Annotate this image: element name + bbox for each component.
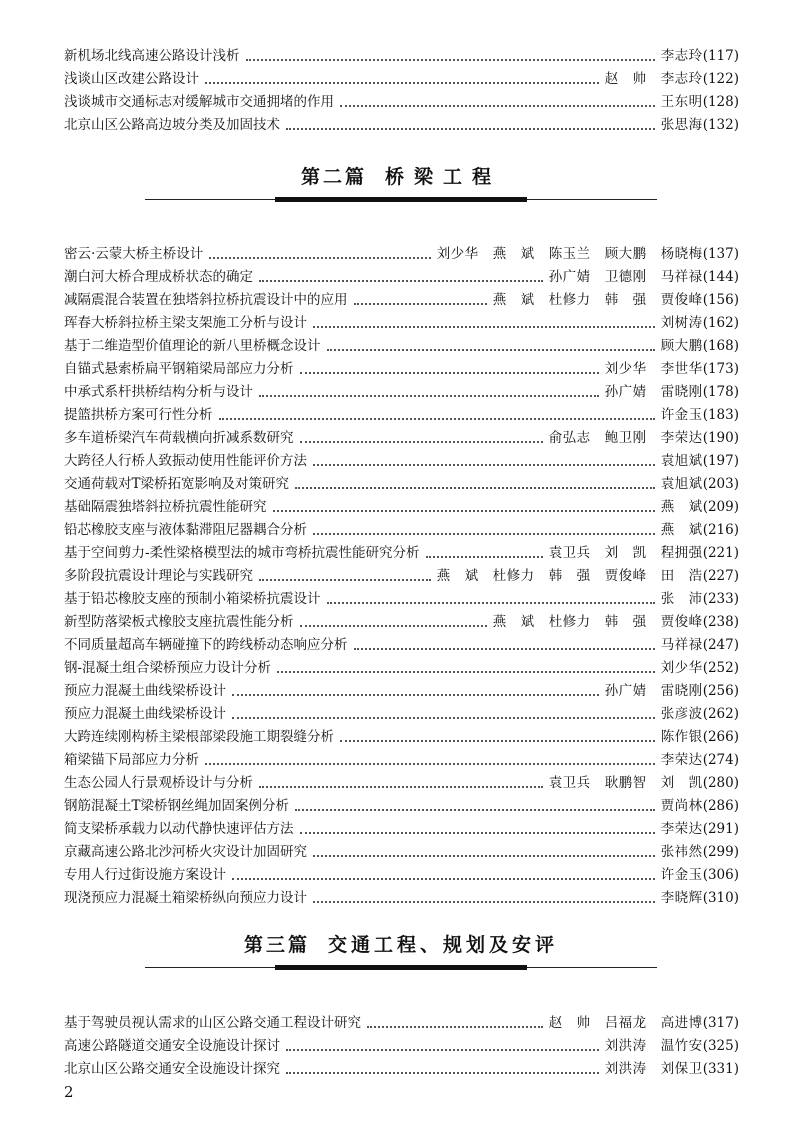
entry-page-ref: (227) [702, 568, 739, 584]
entry-page-ref: (331) [702, 1061, 739, 1077]
dot-leader [295, 809, 655, 811]
entry-authors [661, 404, 703, 427]
entry-authors [661, 114, 703, 137]
entry-author: 张彦波 [660, 706, 703, 722]
part-3-title [145, 930, 657, 960]
dot-leader [313, 326, 655, 328]
entry-page-ref: (197) [702, 453, 739, 469]
entry-page-ref: (137) [702, 246, 739, 262]
entry-author: 燕 斌 [660, 522, 703, 538]
entry-author: 赵 帅 [604, 71, 647, 87]
toc-entry[interactable] [64, 634, 739, 657]
entry-page-ref: (238) [702, 614, 739, 630]
dot-leader [313, 901, 655, 903]
dot-leader [300, 441, 543, 443]
entry-title: 密云·云蒙大桥主桥设计 [64, 246, 204, 262]
entry-authors [661, 588, 703, 611]
entry-authors [549, 1012, 703, 1035]
entry-page-ref: (209) [702, 499, 739, 515]
dot-leader [300, 372, 599, 374]
entry-title: 高速公路隧道交通安全设施设计探讨 [64, 1038, 280, 1054]
entry-author: 陈玉兰 [548, 246, 591, 262]
dot-leader [313, 533, 655, 535]
entry-title: 基于驾驶员视认需求的山区公路交通工程设计研究 [64, 1015, 361, 1031]
entry-page-ref: (132) [702, 117, 739, 133]
entry-author: 陈作银 [660, 729, 703, 745]
toc-entry[interactable] [64, 496, 739, 519]
entry-page-ref: (280) [702, 775, 739, 791]
entry-author: 温竹安 [660, 1038, 703, 1054]
dot-leader [300, 625, 487, 627]
dot-leader [295, 487, 655, 489]
entry-authors [605, 1035, 703, 1058]
entry-author: 李志玲 [660, 71, 703, 87]
toc-entry[interactable] [64, 795, 739, 818]
entry-title: 基于铅芯橡胶支座的预制小箱梁桥抗震设计 [64, 591, 321, 607]
entry-title: 多车道桥梁汽车荷载横向折减系数研究 [64, 430, 294, 446]
toc-entry[interactable] [64, 450, 739, 473]
entry-title: 中承式系杆拱桥结构分析与设计 [64, 384, 253, 400]
entry-page-ref: (144) [702, 269, 739, 285]
entry-authors [493, 611, 703, 634]
entry-author: 燕 斌 [492, 246, 535, 262]
entry-author: 袁旭斌 [660, 453, 703, 469]
page-number: 2 [64, 1083, 74, 1101]
entry-page-ref: (306) [702, 867, 739, 883]
dot-leader [426, 556, 543, 558]
toc-entry[interactable] [64, 1012, 739, 1035]
part-2-number: 第二篇 [300, 166, 367, 188]
dot-leader [286, 1072, 599, 1074]
entry-author: 鲍卫刚 [604, 430, 647, 446]
toc-entry[interactable] [64, 45, 739, 68]
toc-entry[interactable] [64, 565, 739, 588]
dot-leader [259, 280, 543, 282]
entry-author: 刘 凯 [604, 545, 647, 561]
dot-leader [259, 395, 599, 397]
dot-leader [232, 717, 655, 719]
entry-author: 孙广婧 [548, 269, 591, 285]
part-2-name: 桥梁工程 [385, 166, 502, 188]
entry-page-ref: (168) [702, 338, 739, 354]
toc-entry[interactable] [64, 864, 739, 887]
entry-authors [661, 795, 703, 818]
entry-title: 基于空间剪力-柔性梁格模型法的城市弯桥抗震性能研究分析 [64, 545, 420, 561]
part-2-title [145, 162, 657, 192]
toc-entry[interactable] [64, 266, 739, 289]
dot-leader [273, 510, 655, 512]
entry-author: 许金玉 [660, 407, 703, 423]
toc-entry[interactable] [64, 312, 739, 335]
entry-title: 大跨径人行桥人致振动使用性能评价方法 [64, 453, 307, 469]
dot-leader [286, 128, 655, 130]
entry-author: 刘少华 [436, 246, 479, 262]
entry-author: 李世华 [660, 361, 703, 377]
dot-leader [313, 855, 655, 857]
entry-page-ref: (286) [702, 798, 739, 814]
entry-authors [605, 358, 703, 381]
entry-page-ref: (299) [702, 844, 739, 860]
entry-title: 北京山区公路交通安全设施设计探究 [64, 1061, 280, 1077]
entry-authors [549, 542, 703, 565]
toc-entry[interactable] [64, 841, 739, 864]
entry-author: 刘保卫 [660, 1061, 703, 1077]
toc-entry[interactable] [64, 289, 739, 312]
entry-author: 张思海 [660, 117, 703, 133]
part-2-rule [145, 196, 657, 202]
entry-title: 大跨连续刚构桥主梁根部梁段施工期裂缝分析 [64, 729, 334, 745]
dot-leader [205, 82, 599, 84]
entry-author: 燕 斌 [492, 292, 535, 308]
toc-entry[interactable] [64, 887, 739, 910]
toc-entry[interactable] [64, 611, 739, 634]
entry-author: 李志玲 [660, 48, 703, 64]
toc-entry[interactable] [64, 818, 739, 841]
entry-authors [661, 749, 703, 772]
entry-author: 张 沛 [660, 591, 703, 607]
toc-entry[interactable] [64, 749, 739, 772]
entry-authors [549, 772, 703, 795]
entry-page-ref: (173) [702, 361, 739, 377]
entry-page-ref: (162) [702, 315, 739, 331]
entry-page-ref: (291) [702, 821, 739, 837]
entry-authors [661, 818, 703, 841]
dot-leader [205, 763, 655, 765]
entry-title: 新机场北线高速公路设计浅析 [64, 48, 240, 64]
entry-authors [605, 68, 703, 91]
entry-authors [661, 864, 703, 887]
toc-entry[interactable] [64, 114, 739, 137]
entry-author: 燕 斌 [492, 614, 535, 630]
entry-authors [661, 45, 703, 68]
entry-author: 韩 强 [604, 614, 647, 630]
entry-page-ref: (233) [702, 591, 739, 607]
dot-leader [340, 740, 655, 742]
entry-title: 减隔震混合装置在独塔斜拉桥抗震设计中的应用 [64, 292, 348, 308]
entry-author: 雷晓刚 [660, 384, 703, 400]
entry-author: 吕福龙 [604, 1015, 647, 1031]
entry-page-ref: (203) [702, 476, 739, 492]
entry-authors [437, 565, 703, 588]
entry-authors [661, 634, 703, 657]
entry-author: 刘洪涛 [604, 1038, 647, 1054]
entry-title: 基础隔震独塔斜拉桥抗震性能研究 [64, 499, 267, 515]
part-3-rule [145, 964, 657, 970]
entry-author: 刘树涛 [660, 315, 703, 331]
entry-author: 赵 帅 [548, 1015, 591, 1031]
dot-leader [277, 671, 655, 673]
entry-page-ref: (156) [702, 292, 739, 308]
entry-author: 杜修力 [492, 568, 535, 584]
entry-authors [493, 289, 703, 312]
entry-author: 燕 斌 [660, 499, 703, 515]
entry-author: 雷晓刚 [660, 683, 703, 699]
entry-authors [661, 703, 703, 726]
dot-leader [300, 832, 655, 834]
entry-author: 耿鹏智 [604, 775, 647, 791]
entry-title: 交通荷载对T梁桥拓宽影响及对策研究 [64, 476, 290, 492]
entry-page-ref: (221) [702, 545, 739, 561]
entry-author: 李荣达 [660, 752, 703, 768]
entry-authors [605, 680, 703, 703]
entry-title: 专用人行过街设施方案设计 [64, 867, 226, 883]
entry-author: 袁卫兵 [548, 545, 591, 561]
dot-leader [354, 648, 655, 650]
dot-leader [209, 257, 430, 259]
entry-authors [605, 1058, 703, 1081]
dot-leader [367, 1026, 543, 1028]
entry-author: 杜修力 [548, 292, 591, 308]
entry-author: 马祥禄 [660, 637, 703, 653]
entry-page-ref: (183) [702, 407, 739, 423]
entry-page-ref: (274) [702, 752, 739, 768]
entry-author: 贾俊峰 [660, 292, 703, 308]
entry-authors [661, 496, 703, 519]
entry-title: 新型防落梁板式橡胶支座抗震性能分析 [64, 614, 294, 630]
toc-entry[interactable] [64, 1058, 739, 1081]
entry-page-ref: (325) [702, 1038, 739, 1054]
entry-page-ref: (178) [702, 384, 739, 400]
entry-author: 卫德刚 [604, 269, 647, 285]
toc-entry[interactable] [64, 473, 739, 496]
toc-entry[interactable] [64, 703, 739, 726]
toc-section-traffic-engineering [64, 1012, 739, 1081]
toc-entry[interactable] [64, 1035, 739, 1058]
entry-title: 生态公园人行景观桥设计与分析 [64, 775, 253, 791]
entry-title: 提篮拱桥方案可行性分析 [64, 407, 213, 423]
toc-entry[interactable] [64, 772, 739, 795]
dot-leader [259, 786, 543, 788]
entry-authors [661, 726, 703, 749]
entry-author: 刘洪涛 [604, 1061, 647, 1077]
entry-author: 王东明 [660, 94, 703, 110]
dot-leader [327, 349, 655, 351]
entry-page-ref: (262) [702, 706, 739, 722]
dot-leader [232, 878, 655, 880]
entry-title: 潮白河大桥合理成桥状态的确定 [64, 269, 253, 285]
entry-author: 贾俊峰 [604, 568, 647, 584]
entry-page-ref: (317) [702, 1015, 739, 1031]
entry-author: 李晓辉 [660, 890, 703, 906]
entry-author: 张祎然 [660, 844, 703, 860]
entry-title: 简支梁桥承载力以动代静快速评估方法 [64, 821, 294, 837]
toc-entry[interactable] [64, 381, 739, 404]
entry-authors [661, 335, 703, 358]
dot-leader [313, 464, 655, 466]
toc-section-bridge-engineering [64, 243, 739, 910]
toc-section-1-continued [64, 45, 739, 137]
entry-title: 不同质量超高车辆碰撞下的跨线桥动态响应分析 [64, 637, 348, 653]
part-2-header [145, 162, 657, 202]
entry-author: 刘 凯 [660, 775, 703, 791]
entry-page-ref: (122) [702, 71, 739, 87]
entry-author: 李荣达 [660, 430, 703, 446]
entry-title: 预应力混凝土曲线梁桥设计 [64, 683, 226, 699]
toc-entry[interactable] [64, 519, 739, 542]
entry-page-ref: (128) [702, 94, 739, 110]
entry-title: 基于二维造型价值理论的新八里桥概念设计 [64, 338, 321, 354]
entry-page-ref: (190) [702, 430, 739, 446]
entry-author: 贾尚林 [660, 798, 703, 814]
dot-leader [340, 105, 655, 107]
entry-authors [605, 381, 703, 404]
entry-author: 孙广婧 [604, 384, 647, 400]
entry-author: 韩 强 [604, 292, 647, 308]
entry-author: 孙广婧 [604, 683, 647, 699]
entry-author: 袁卫兵 [548, 775, 591, 791]
entry-author: 田 浩 [660, 568, 703, 584]
entry-authors [661, 887, 703, 910]
entry-title: 箱梁锚下局部应力分析 [64, 752, 199, 768]
entry-title: 京藏高速公路北沙河桥火灾设计加固研究 [64, 844, 307, 860]
entry-author: 刘少华 [604, 361, 647, 377]
dot-leader [219, 418, 655, 420]
toc-entry[interactable] [64, 404, 739, 427]
dot-leader [232, 694, 599, 696]
entry-title: 浅谈城市交通标志对缓解城市交通拥堵的作用 [64, 94, 334, 110]
dot-leader [259, 579, 431, 581]
dot-leader [327, 602, 655, 604]
entry-authors [661, 91, 703, 114]
entry-title: 钢筋混凝土T梁桥钢丝绳加固案例分析 [64, 798, 290, 814]
entry-author: 许金玉 [660, 867, 703, 883]
entry-title: 钢-混凝土组合梁桥预应力设计分析 [64, 660, 272, 676]
toc-entry[interactable] [64, 680, 739, 703]
entry-title: 北京山区公路高边坡分类及加固技术 [64, 117, 280, 133]
dot-leader [246, 59, 655, 61]
entry-author: 马祥禄 [660, 269, 703, 285]
dot-leader [354, 303, 487, 305]
entry-authors [437, 243, 703, 266]
entry-authors [661, 473, 703, 496]
toc-entry[interactable] [64, 68, 739, 91]
entry-title: 铅芯橡胶支座与液体黏滞阻尼器耦合分析 [64, 522, 307, 538]
entry-authors [661, 657, 703, 680]
entry-author: 高进博 [660, 1015, 703, 1031]
part-3-name: 交通工程、规划及安评 [328, 934, 559, 956]
entry-author: 刘少华 [660, 660, 703, 676]
toc-entry[interactable] [64, 335, 739, 358]
entry-author: 顾大鹏 [660, 338, 703, 354]
entry-author: 杜修力 [548, 614, 591, 630]
entry-title: 多阶段抗震设计理论与实践研究 [64, 568, 253, 584]
entry-author: 顾大鹏 [604, 246, 647, 262]
entry-author: 燕 斌 [436, 568, 479, 584]
entry-page-ref: (266) [702, 729, 739, 745]
entry-title: 自锚式悬索桥扁平钢箱梁局部应力分析 [64, 361, 294, 377]
entry-authors [661, 312, 703, 335]
entry-author: 俞弘志 [548, 430, 591, 446]
toc-entry[interactable] [64, 657, 739, 680]
entry-title: 浅谈山区改建公路设计 [64, 71, 199, 87]
entry-authors [549, 266, 703, 289]
entry-page-ref: (252) [702, 660, 739, 676]
toc-entry[interactable] [64, 358, 739, 381]
entry-authors [661, 841, 703, 864]
entry-authors [661, 450, 703, 473]
entry-author: 韩 强 [548, 568, 591, 584]
entry-title: 预应力混凝土曲线梁桥设计 [64, 706, 226, 722]
dot-leader [286, 1049, 599, 1051]
entry-author: 贾俊峰 [660, 614, 703, 630]
entry-page-ref: (117) [702, 48, 739, 64]
entry-author: 李荣达 [660, 821, 703, 837]
toc-entry[interactable] [64, 91, 739, 114]
entry-author: 杨晓梅 [660, 246, 703, 262]
entry-page-ref: (310) [702, 890, 739, 906]
entry-page-ref: (216) [702, 522, 739, 538]
toc-entry[interactable] [64, 726, 739, 749]
toc-entry[interactable] [64, 542, 739, 565]
part-3-number: 第三篇 [243, 934, 310, 956]
entry-authors [661, 519, 703, 542]
entry-page-ref: (247) [702, 637, 739, 653]
entry-authors [549, 427, 703, 450]
entry-title: 现浇预应力混凝土箱梁桥纵向预应力设计 [64, 890, 307, 906]
entry-author: 袁旭斌 [660, 476, 703, 492]
part-3-header [145, 930, 657, 970]
toc-entry[interactable] [64, 243, 739, 266]
entry-page-ref: (256) [702, 683, 739, 699]
toc-entry[interactable] [64, 427, 739, 450]
toc-entry[interactable] [64, 588, 739, 611]
entry-author: 程拥强 [660, 545, 703, 561]
entry-title: 珲春大桥斜拉桥主梁支架施工分析与设计 [64, 315, 307, 331]
